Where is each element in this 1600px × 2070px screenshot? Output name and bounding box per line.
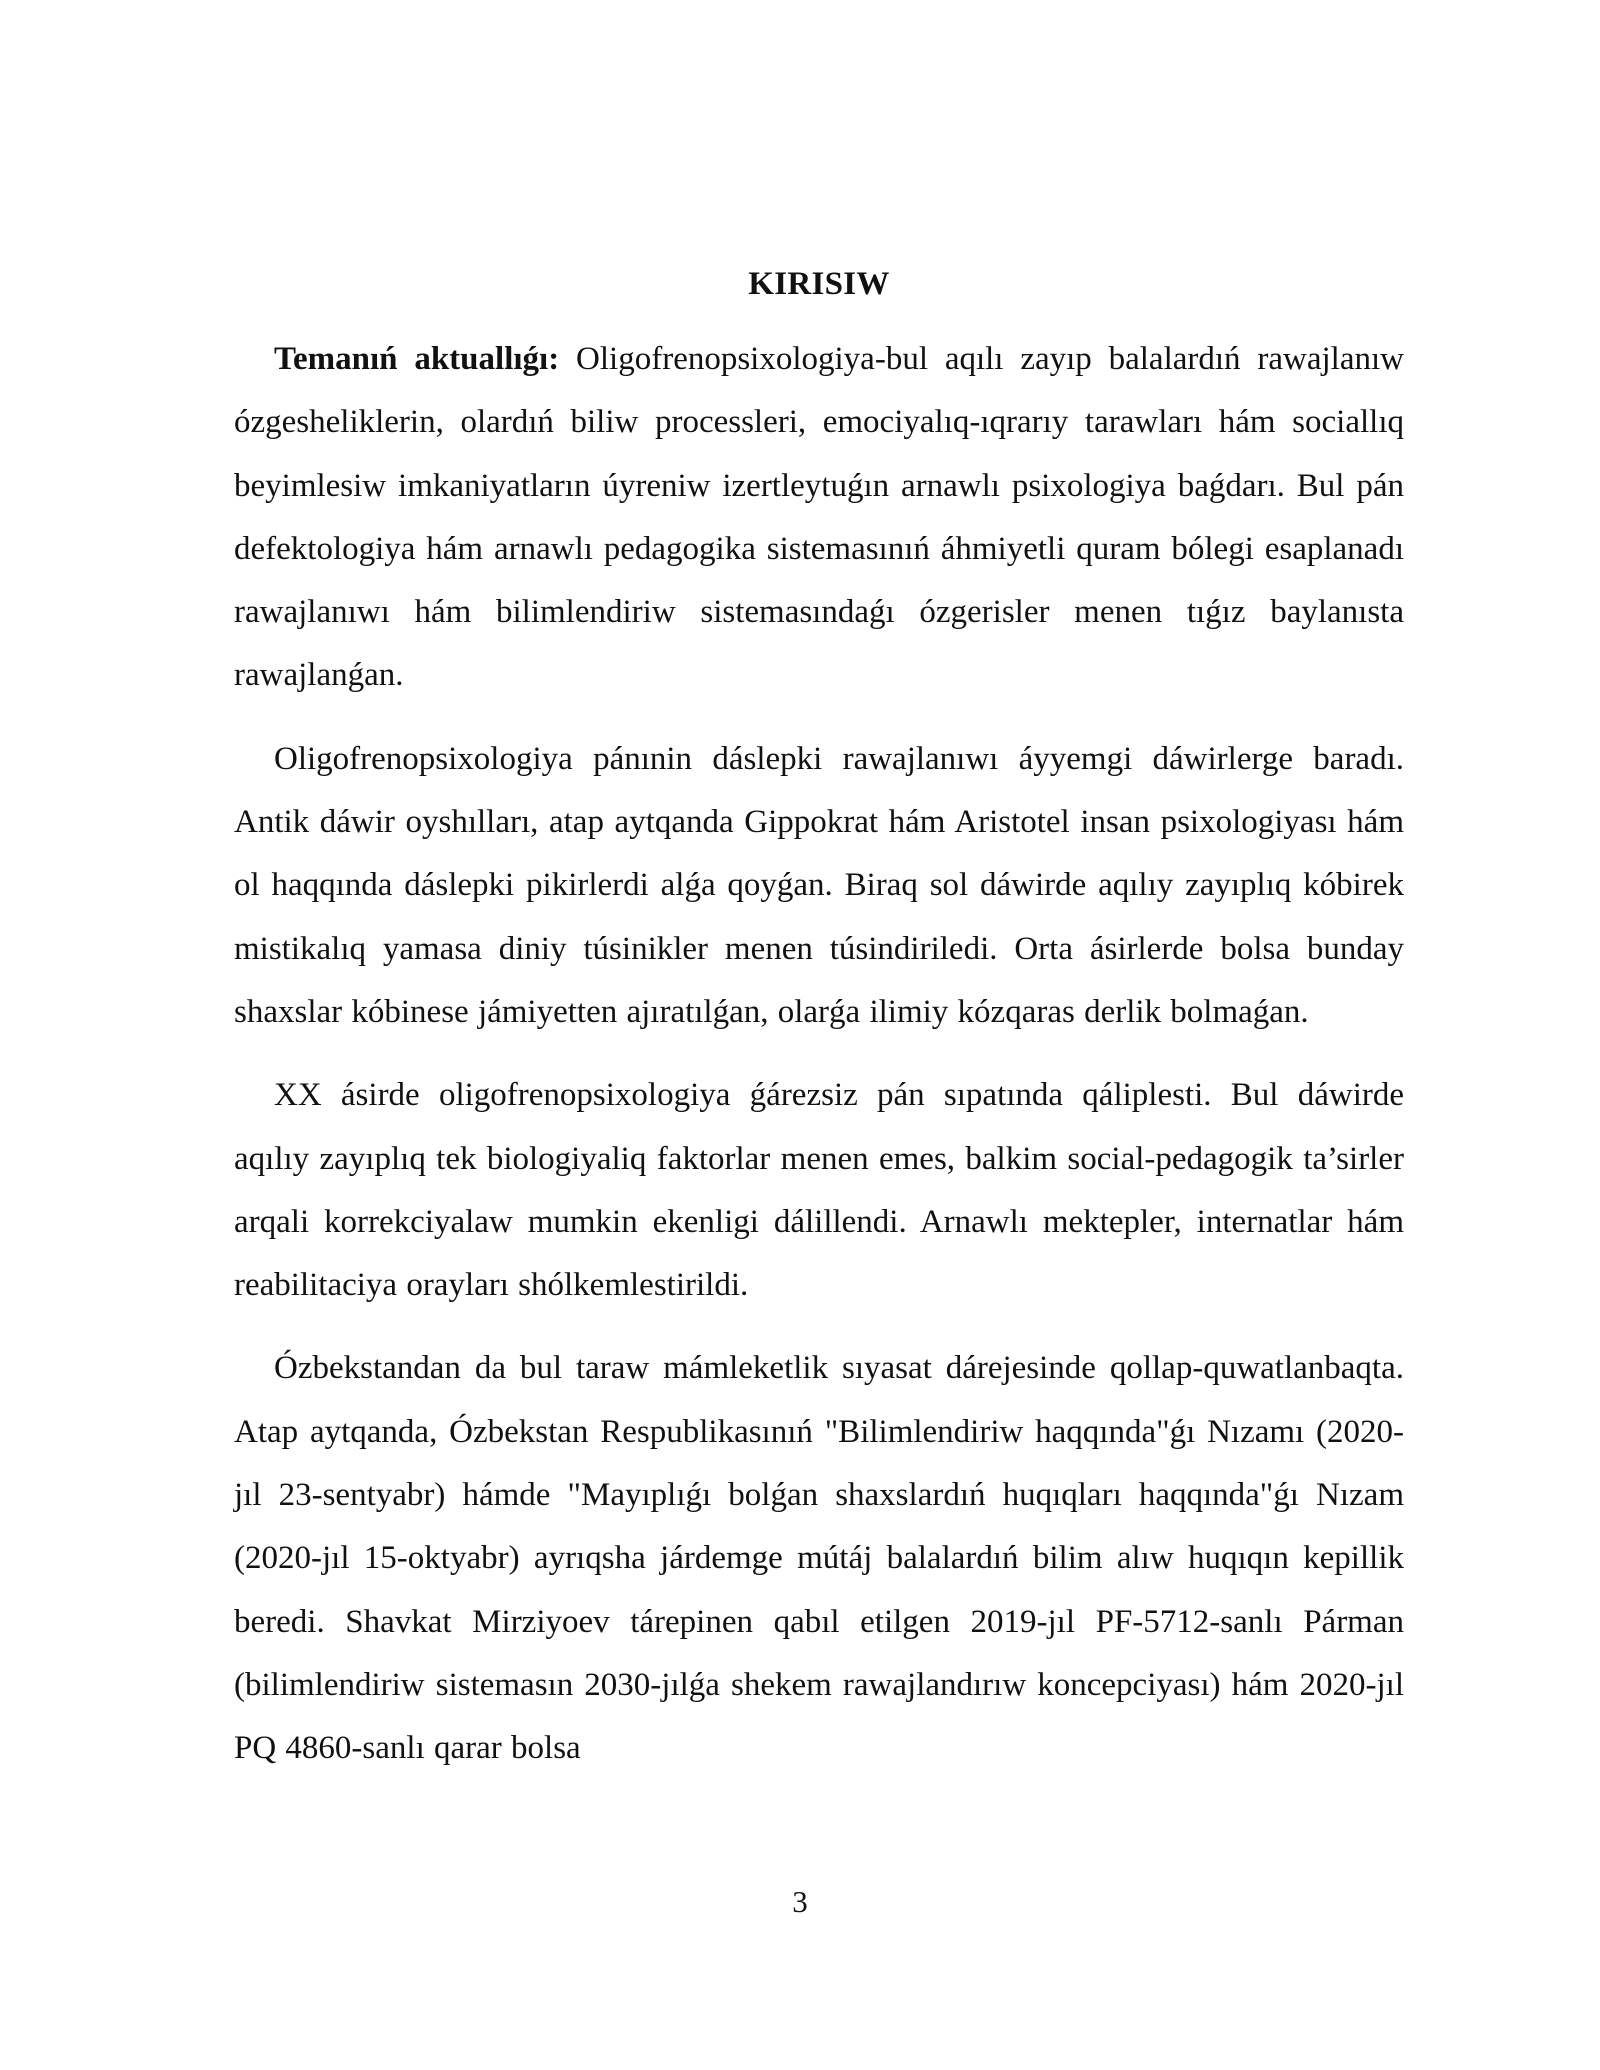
page-number: 3 xyxy=(792,1884,808,1919)
paragraph-text: Oligofrenopsixologiya-bul aqılı zayıp balalardıń rawajlanıw ózgesheliklerin, olardıń biliw processleri, emociyalıq-ıqrarıy tarawları hám sociallıq beyimlesiw imkaniyatların úyreniw izertleytuǵın arnawlı psixologiya baǵdarı. Bul pán defektologiya hám arnawlı pedagogika sistemasınıń áhmiyetli quram bólegi esaplanadı rawajlanıwı hám bilimlendiriw sistemasındaǵı ózgerisler menen tıǵız baylanısta rawajlanǵan. xyxy=(234,341,1404,694)
page-content xyxy=(234,258,1404,1801)
paragraph-4: Ózbekstandan da bul taraw mámleketlik sıyasat dárejesinde qollap-quwatlanbaqta. Atap aytqanda, Ózbekstan Respublikasınıń "Bilimlendiriw haqqında"ǵı Nızamı (2020-jıl 23-sentyabr) hámde "Mayıplıǵı bolǵan shaxslardıń huqıqları haqqında"ǵı Nızam (2020-jıl 15-oktyabr) ayrıqsha járdemge mútáj balalardıń bilim alıw huqıqın kepillik beredi. Shavkat Mirziyoev tárepinen qabıl etilgen 2019-jıl PF-5712-sanlı Párman (bilimlendiriw sistemasın 2030-jılǵa shekem rawajlandırıw koncepciyası) hám 2020-jıl PQ 4860-sanlı qarar bolsa xyxy=(234,1350,1404,1767)
page-title: KIRISIW xyxy=(748,266,890,302)
paragraph-1 xyxy=(234,328,1404,708)
paragraph-2: Oligofrenopsixologiya pánınin dáslepki rawajlanıwı áyyemgi dáwirlerge baradı. Antik dáwir oyshılları, atap aytqanda Gippokrat hám Aristotel insan psixologiyası hám ol haqqında dáslepki pikirlerdi alǵa qoyǵan. Biraq sol dáwirde aqılıy zayıplıq kóbirek mistikalıq yamasa diniy túsinikler menen túsindiriledi. Orta ásirlerde bolsa bunday shaxslar kóbinese jámiyetten ajıratılǵan, olarǵa ilimiy kózqaras derlik bolmaǵan. xyxy=(234,740,1404,1030)
paragraph-3: XX ásirde oligofrenopsixologiya ǵárezsiz pán sıpatında qáliplesti. Bul dáwirde aqılıy zayıplıq tek biologiyaliq faktorlar menen emes, balkim social-pedagogik ta’sirler arqali korrekciyalaw mumkin ekenligi dálillendi. Arnawlı mektepler, internatlar hám reabilitaciya orayları shólkemlestirildi. xyxy=(234,1077,1404,1304)
paragraph-lead: Temanıń aktuallıǵı: xyxy=(274,341,560,377)
